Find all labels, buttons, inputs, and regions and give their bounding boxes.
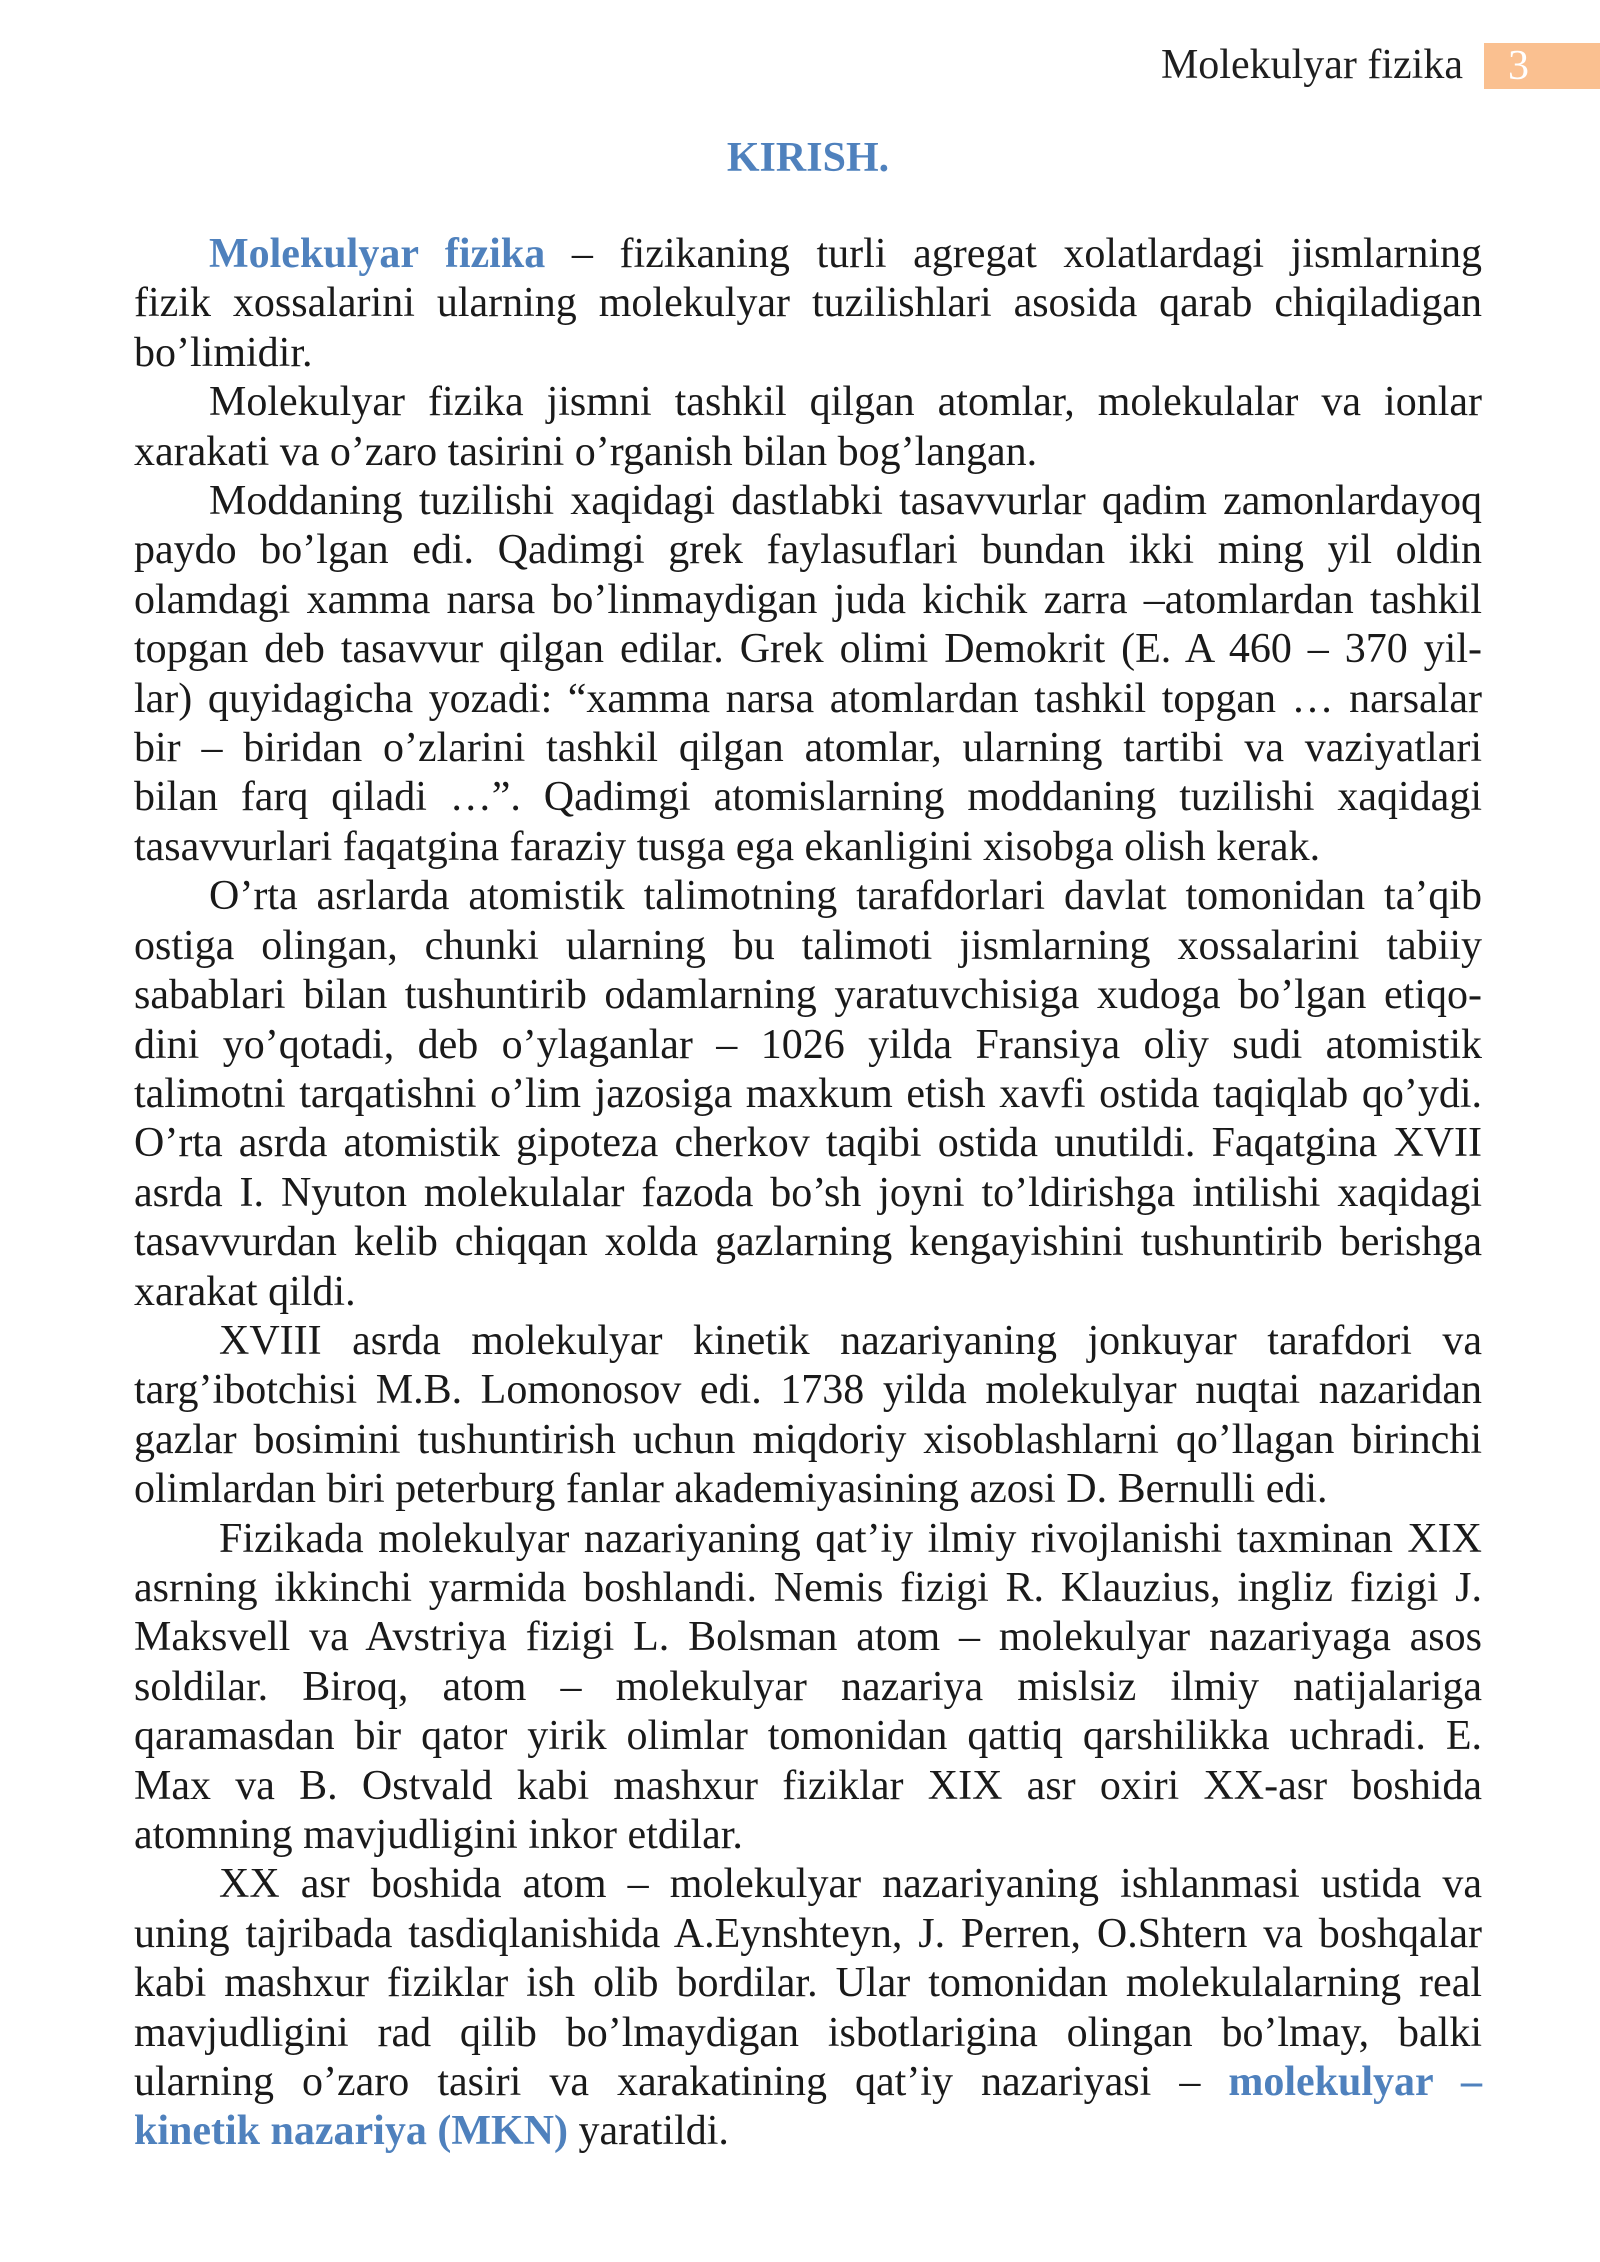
text-line: xarakati va o’zaro tasirini o’rganish bilan bog’langan. bbox=[134, 428, 1038, 475]
text-line: paydo bo’lgan edi. Qadimgi grek faylasuflari bundan ikki ming yil oldin bbox=[134, 527, 1482, 574]
text-line bbox=[134, 230, 1482, 279]
paragraph bbox=[134, 1515, 1482, 1861]
text-line: Molekulyar fizika jismni tashkil qilgan atomlar, molekulalar va ionlar bbox=[209, 379, 1482, 426]
paragraph bbox=[134, 230, 1482, 378]
text-line: O’rta asrda atomistik gipoteza cherkov taqibi ostida unutildi. Faqatgina XVII bbox=[134, 1120, 1482, 1167]
text-line: ostiga olingan, chunki ularning bu talimoti jismlarning xossalarini tabiiy bbox=[134, 922, 1482, 969]
text-line: Max va B. Ostvald kabi mashxur fiziklar XIX asr oxiri XX-asr boshida bbox=[134, 1762, 1482, 1809]
text-line: O’rta asrlarda atomistik talimotning tarafdorlari davlat tomonidan ta’qib bbox=[209, 873, 1482, 920]
page-number-badge bbox=[1484, 43, 1600, 89]
text-line: tasavvurlari faqatgina faraziy tusga ega ekanligini xisobga olish kerak. bbox=[134, 823, 1321, 870]
paragraph bbox=[134, 378, 1482, 477]
paragraph bbox=[134, 872, 1482, 1317]
text-line: talimotni tarqatishni o’lim jazosiga maxkum etish xavfi ostida taqiqlab qo’ydi. bbox=[134, 1070, 1482, 1117]
text-line: olamdagi xamma narsa bo’linmaydigan juda kichik zarra –atomlardan tashkil bbox=[134, 576, 1482, 623]
text-line: lar) quyidagicha yozadi: “xamma narsa atomlardan tashkil topgan … narsalar bbox=[134, 675, 1482, 722]
text-line: qaramasdan bir qator yirik olimlar tomonidan qattiq qarshilikka uchradi. E. bbox=[134, 1713, 1482, 1760]
text-line: uning tajribada tasdiqlanishida A.Eynshteyn, J. Perren, O.Shtern va boshqalar bbox=[134, 1910, 1482, 1957]
text-line: Fizikada molekulyar nazariyaning qat’iy ilmiy rivojlanishi taxminan XIX bbox=[219, 1515, 1482, 1562]
text-line: xarakat qildi. bbox=[134, 1268, 356, 1315]
text-line: asrda I. Nyuton molekulalar fazoda bo’sh joyni to’ldirishga intilishi xaqidagi bbox=[134, 1169, 1482, 1216]
text-line bbox=[134, 2058, 1482, 2107]
text-line: kabi mashxur fiziklar ish olib bordilar. Ular tomonidan molekulalarning real bbox=[134, 1960, 1482, 2007]
line-text: – fizikaning turli agregat xolatlardagi jismlarning bbox=[545, 231, 1482, 277]
text-line: asrning ikkinchi yarmida boshlandi. Nemis fizigi R. Klauzius, ingliz fizigi J. bbox=[134, 1564, 1482, 1611]
text-line: atomning mavjudligini inkor etdilar. bbox=[134, 1812, 743, 1858]
text-line: topgan deb tasavvur qilgan edilar. Grek olimi Demokrit (E. A 460 – 370 yil- bbox=[134, 626, 1482, 673]
text-line: mavjudligini rad qilib bo’lmaydigan isbotlarigina olingan bo’lmay, balki bbox=[134, 2009, 1482, 2056]
line-text: ularning o’zaro tasiri va xarakatining qat’iy nazariyasi – bbox=[134, 2059, 1229, 2106]
text-line: sabablari bilan tushuntirib odamlarning yaratuvchisiga xudoga bo’lgan etiqo- bbox=[134, 972, 1482, 1019]
page-number: 3 bbox=[1508, 43, 1529, 89]
running-header: Molekulyar fizika bbox=[1160, 42, 1463, 88]
text-line: bir – biridan o’zlarini tashkil qilgan atomlar, ularning tartibi va vaziyatlari bbox=[134, 725, 1482, 772]
text-line: dini yo’qotadi, deb o’ylaganlar – 1026 yilda Fransiya oliy sudi atomistik bbox=[134, 1021, 1482, 1068]
text-line: Moddaning tuzilishi xaqidagi dastlabki tasavvurlar qadim zamonlardayoq bbox=[209, 478, 1482, 525]
line-text: yaratildi. bbox=[567, 2108, 729, 2155]
text-line: Maksvell va Avstriya fizigi L. Bolsman atom – molekulyar nazariyaga asos bbox=[134, 1614, 1482, 1661]
highlighted-term: molekulyar – bbox=[1228, 2059, 1482, 2106]
text-line: XVIII asrda molekulyar kinetik nazariyaning jonkuyar tarafdori va bbox=[219, 1317, 1482, 1364]
text-line: bo’limidir. bbox=[134, 329, 313, 376]
text-line: tasavvurdan kelib chiqqan xolda gazlarning kengayishini tushuntirib berishga bbox=[134, 1219, 1482, 1266]
text-line: XX asr boshida atom – molekulyar nazariyaning ishlanmasi ustida va bbox=[219, 1861, 1482, 1908]
paragraph bbox=[134, 1317, 1482, 1515]
text-line: olimlardan biri peterburg fanlar akademiyasining azosi D. Bernulli edi. bbox=[134, 1466, 1328, 1513]
highlighted-term: Molekulyar fizika bbox=[209, 231, 546, 277]
body-text bbox=[134, 230, 1482, 2157]
highlighted-term: kinetik nazariya (MKN) bbox=[134, 2108, 568, 2155]
text-line: targ’ibotchisi M.B. Lomonosov edi. 1738 yilda molekulyar nuqtai nazaridan bbox=[134, 1367, 1482, 1414]
text-line: soldilar. Biroq, atom – molekulyar nazariya mislsiz ilmiy natijalariga bbox=[134, 1663, 1482, 1710]
text-line: fizik xossalarini ularning molekulyar tuzilishlari asosida qarab chiqiladigan bbox=[134, 280, 1482, 327]
text-line bbox=[134, 2107, 1482, 2156]
text-line: bilan farq qiladi …”. Qadimgi atomislarning moddaning tuzilishi xaqidagi bbox=[134, 774, 1482, 821]
section-title: KIRISH. bbox=[726, 135, 890, 181]
paragraph bbox=[134, 477, 1482, 872]
paragraph bbox=[134, 1860, 1482, 2156]
text-line: gazlar bosimini tushuntirish uchun miqdoriy xisoblashlarni qo’llagan birinchi bbox=[134, 1416, 1482, 1463]
